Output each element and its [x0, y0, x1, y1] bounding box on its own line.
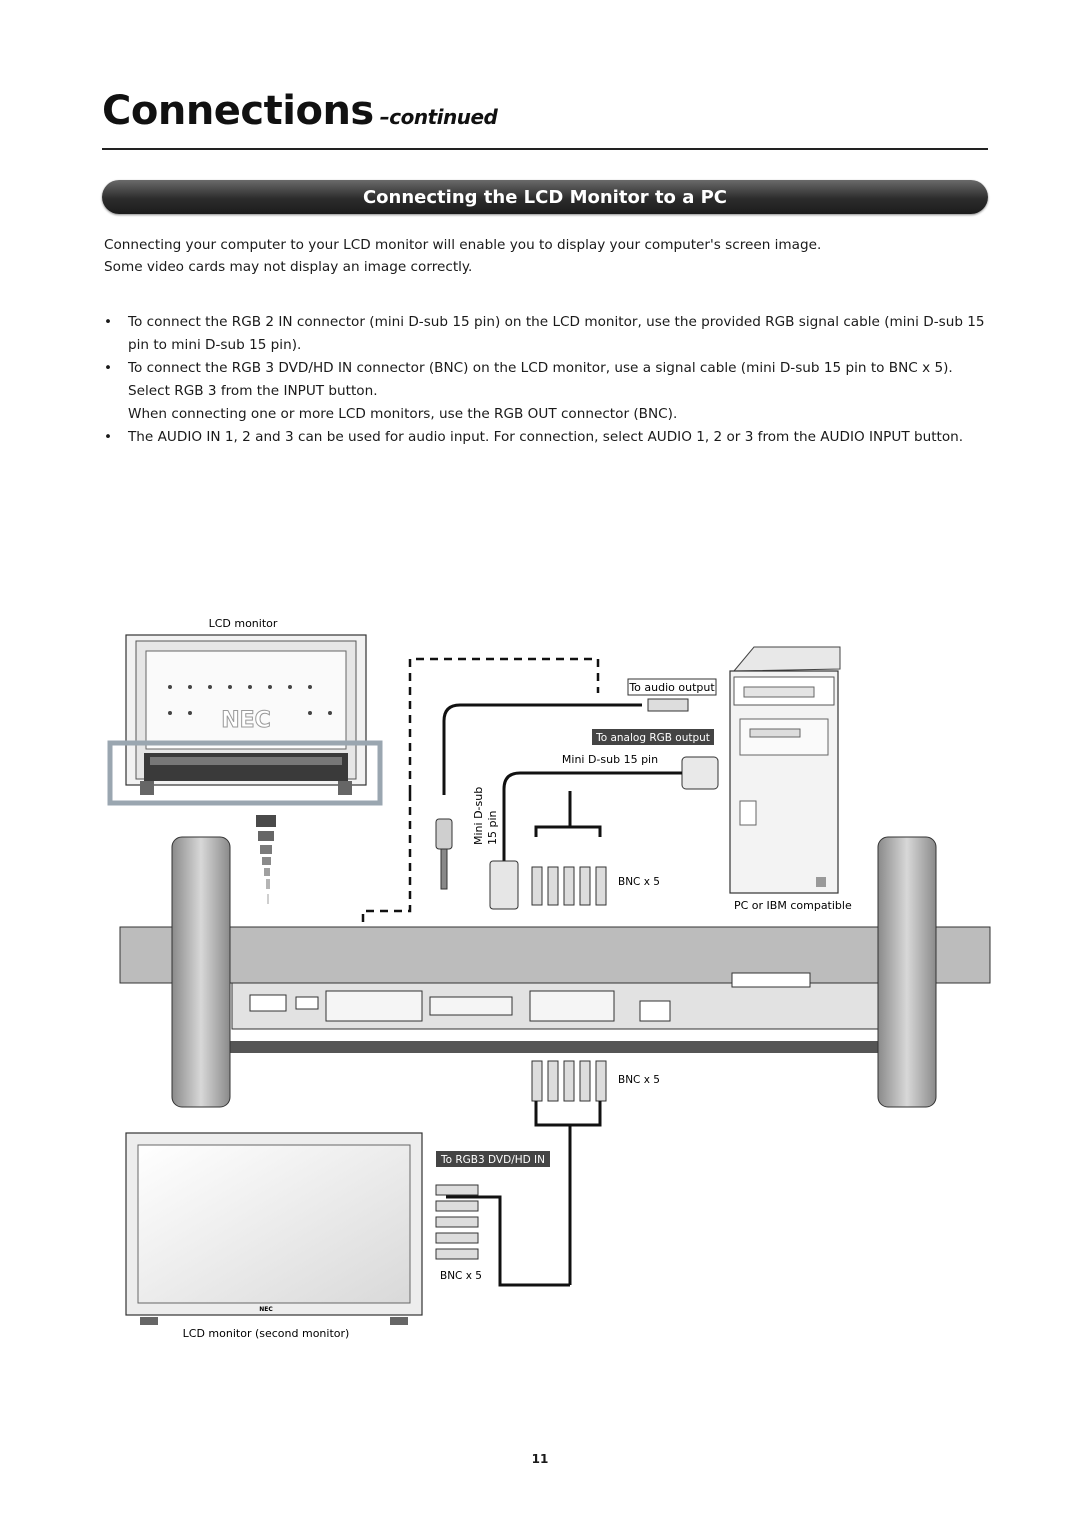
bnc-label-top: BNC x 5: [618, 876, 660, 888]
audio-plug-pc: [648, 699, 688, 711]
rgb3-label: To RGB3 DVD/HD IN: [440, 1154, 546, 1166]
intro-line: Connecting your computer to your LCD monitor will enable you to display your computer's screen image.: [104, 237, 822, 253]
second-monitor-label: LCD monitor (second monitor): [182, 1327, 350, 1340]
dsub-vertical-1: Mini D-sub: [472, 786, 485, 845]
bullet-text: When connecting one or more LCD monitors, use the RGB OUT connector (BNC).: [128, 406, 678, 422]
page-title-suffix: –continued: [379, 105, 498, 129]
page-title-main: Connections: [102, 88, 374, 134]
lcd-monitor-rear: [110, 617, 380, 803]
dsub-connector: [490, 861, 518, 909]
rgb-output-label: To analog RGB output: [596, 732, 710, 744]
bnc-label-bottom: BNC x 5: [440, 1270, 482, 1282]
section-heading-bar: [102, 180, 988, 214]
bnc-plugs-mid: [532, 1061, 606, 1101]
dsub-connector-pc: [682, 757, 718, 789]
section-heading: Connecting the LCD Monitor to a PC: [362, 187, 728, 208]
bnc-plugs-top: [532, 867, 606, 905]
zoom-indicator: [256, 815, 276, 904]
page-number: 11: [531, 1452, 549, 1466]
audio-plug: [436, 819, 452, 849]
bnc-label-mid: BNC x 5: [618, 1074, 660, 1086]
bullet-text: To connect the RGB 2 IN connector (mini D-sub 15 pin) on the LCD monitor, use the provided RGB signal cable (mini D-sub 15 pin to mini D-sub 15 pin).: [128, 314, 985, 353]
bullet-text: To connect the RGB 3 DVD/HD IN connector (BNC) on the LCD monitor, use a signal cable (mini D-sub 15 pin to BNC x 5). Select RGB 3 from the INPUT button.: [128, 360, 953, 399]
audio-output-label: To audio output: [629, 681, 715, 694]
second-monitor: [126, 1133, 422, 1340]
page-title: [102, 88, 497, 134]
audio-cable: [444, 705, 642, 795]
bullet-dot: •: [104, 314, 113, 330]
nec-logo: NEC: [221, 708, 271, 733]
lcd-monitor-label: LCD monitor: [208, 617, 278, 630]
bullet-text: The AUDIO IN 1, 2 and 3 can be used for audio input. For connection, select AUDIO 1, 2 or 3 from the AUDIO INPUT button.: [128, 429, 964, 445]
bullet-dot: •: [104, 360, 113, 376]
bullet-item-continuation: [104, 403, 990, 426]
pc-tower: [730, 647, 852, 912]
title-divider: [102, 148, 988, 150]
pc-label: PC or IBM compatible: [734, 899, 852, 912]
dsub-label: Mini D-sub 15 pin: [561, 753, 659, 766]
bullet-dot: •: [104, 429, 113, 445]
connection-diagram: [100, 605, 1000, 1345]
bullet-item: [104, 311, 990, 357]
bullet-item: [104, 426, 990, 449]
dsub-vertical-2: 15 pin: [486, 810, 499, 845]
stand-right: [878, 837, 936, 1107]
intro-text: [104, 234, 984, 278]
intro-line: Some video cards may not display an image correctly.: [104, 259, 473, 275]
bullet-item: [104, 357, 990, 403]
stand-left: [172, 837, 230, 1107]
second-monitor-logo: NEC: [259, 1306, 273, 1313]
lcd-connector-panel: [120, 927, 990, 1053]
bnc-cable-top: [536, 791, 600, 837]
rgb-cable: [504, 773, 682, 861]
bullet-list: [104, 311, 990, 449]
